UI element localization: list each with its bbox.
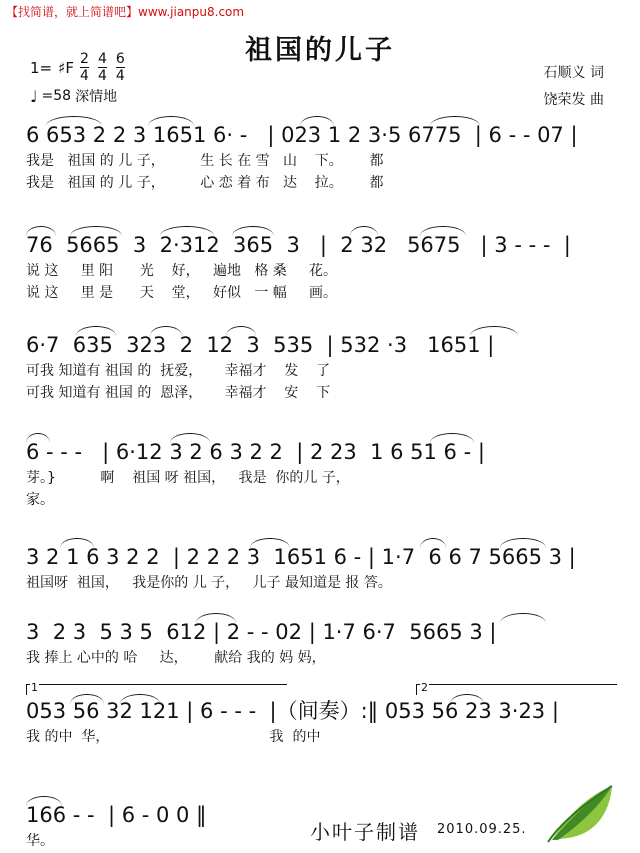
credits-block <box>544 60 604 113</box>
music-system <box>0 437 640 511</box>
music-system <box>0 617 640 669</box>
lyric-line: 说 这 里 是 天 堂， 好似 一 幅 画。 <box>26 285 338 301</box>
lyric-line: 说 这 里 阳 光 好， 遍地 格 桑 花。 <box>26 263 338 279</box>
tempo-block <box>30 86 117 106</box>
lyric-line: 祖国呀 祖国， 我是你的 儿 子， 儿子 最知道是 报 答。 <box>26 575 392 591</box>
slur-arc <box>26 433 50 443</box>
slur-arc <box>26 226 56 236</box>
lyric-line: 可我 知道有 祖国 的 抚爱， 幸福才 发 了 <box>26 363 331 379</box>
slur-arc <box>420 538 446 548</box>
page-title: 祖国的儿子 <box>245 35 395 66</box>
volta-number: 1 <box>31 681 38 694</box>
meter-list <box>80 52 125 83</box>
notation-line: 6·7 635 323 2 12 3 535 | 532 ·3 1651 | <box>26 333 495 357</box>
meter-denominator: 4 <box>97 68 107 84</box>
meter-denominator: 4 <box>115 68 125 84</box>
slur-arc <box>232 226 274 236</box>
lyric-line: 我 捧上 心中的 哈 达， 献给 我的 妈 妈， <box>26 650 326 666</box>
slur-arc <box>350 226 378 236</box>
lyric-line: 华。 <box>26 833 54 849</box>
meter-denominator: 4 <box>80 68 89 84</box>
slur-arc <box>500 538 546 548</box>
notation-line: 053 56 32 121 | 6 - - - |（间奏）:‖ 053 56 23 3·23 | <box>26 699 559 723</box>
slur-arc <box>470 326 518 336</box>
meter-numerator: 4 <box>97 51 107 67</box>
tempo-value: =58 <box>41 88 72 104</box>
engraver-credit: 小叶子制谱 <box>310 820 420 844</box>
slur-arc <box>420 226 466 236</box>
volta-bracket-1 <box>26 681 287 695</box>
leaf-icon <box>546 782 618 844</box>
slur-arc <box>170 433 210 443</box>
meter-item <box>98 52 107 83</box>
lyric-line: 家。 <box>26 492 54 508</box>
meter-item <box>116 52 125 83</box>
lyric-line: 芽。} 啊 祖国 呀 祖国， 我是 你的儿 子， <box>26 470 350 486</box>
volta-bracket-2 <box>416 681 617 695</box>
lyric-line: 我是 祖国 的 儿 子， 心 恋 着 布 达 拉。 都 <box>26 175 384 191</box>
composer: 饶荣发 曲 <box>543 91 604 108</box>
music-system <box>0 120 640 194</box>
slur-arc <box>500 613 546 623</box>
notation-line: 3 2 3 5 3 5 612 | 2 - - 02 | 1·7 6·7 5665 3 | <box>26 620 497 644</box>
notation-line: 3 2 1 6 3 2 2 | 2 2 2 3 1651 6 - | 1·7 6 6 7 5665 3 | <box>26 545 576 569</box>
slur-arc <box>60 538 94 548</box>
notation-line: 166 - - | 6 - 0 0 ‖ <box>26 803 207 827</box>
slur-arc <box>150 326 182 336</box>
key-label: 1= <box>30 58 53 77</box>
slur-arc <box>430 433 474 443</box>
slur-arc <box>26 796 62 806</box>
slur-arc <box>196 613 236 623</box>
notation-line: 6 - - - | 6·12 3 2 6 3 2 2 | 2 23 1 6 51 6 - | <box>26 440 485 464</box>
slur-arc <box>70 226 122 236</box>
music-system <box>0 542 640 594</box>
music-system <box>0 330 640 404</box>
meter-numerator: 6 <box>115 51 125 67</box>
lyric-line: 我是 祖国 的 儿 子， 生 长 在 雪 山 下。 都 <box>26 153 384 169</box>
slur-arc <box>430 116 480 126</box>
lyric-line: 我 的中 华， 我 的中 <box>26 729 321 745</box>
lyricist: 石顺义 词 <box>543 65 604 81</box>
meter-item <box>80 52 89 83</box>
meter-numerator: 2 <box>80 51 89 67</box>
quarter-note-icon: ♩ <box>30 86 38 106</box>
slur-arc <box>46 116 102 126</box>
slur-arc <box>148 116 194 126</box>
expression-mark: 深情地 <box>75 89 118 105</box>
notation-line: 76 5665 3 2·312 365 3 | 2 32 5675 | 3 - - - | <box>26 233 571 257</box>
slur-arc <box>300 116 334 126</box>
key-signature: ♯F <box>58 58 75 77</box>
music-system <box>0 230 640 304</box>
slur-arc <box>226 326 256 336</box>
engraving-date: 2010.09.25. <box>437 822 527 837</box>
music-system <box>0 681 640 748</box>
slur-arc <box>160 226 214 236</box>
volta-number: 2 <box>421 681 428 694</box>
key-signature-block <box>30 52 125 83</box>
notation-line: 6 653 2 2 3 1651 6· - | 023 1 2 3·5 6775 | 6 - - 07 | <box>26 123 578 147</box>
lyric-line: 可我 知道有 祖国 的 恩泽， 幸福才 安 下 <box>26 385 331 401</box>
slur-arc <box>76 326 116 336</box>
site-banner: 【找简谱，就上简谱吧】www.jianpu8.com <box>6 5 245 19</box>
slur-arc <box>250 538 290 548</box>
